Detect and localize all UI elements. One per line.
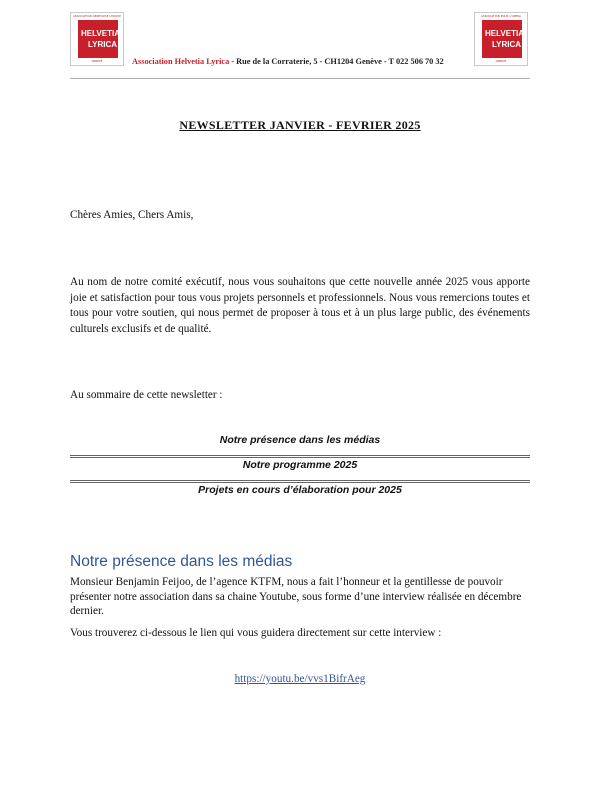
association-address: - Rue de la Corraterie, 5 - CH1204 Genève - T 022 506 70 32 — [229, 57, 444, 66]
intro-paragraph: Au nom de notre comité exécutif, nous vous souhaitons que cette nouvelle année 2025 vous apporte joie et satisfaction pour tous vous projets personnels et professionnels. Nous vous remercions toutes et tous pour votre soutien, qui nous permet de proposer à tous et à un plus large public, des événements culturels exclusifs et de qualité. — [70, 276, 530, 335]
logo-right-bottom-text: GENEVE — [495, 60, 507, 63]
logo-right-word2: LYRICA — [492, 40, 522, 49]
helvetia-lyrica-logo-left — [70, 12, 124, 66]
logo-left-bottom-text: GENEVE — [91, 60, 103, 63]
logo-left-top-text: ASSOCIATION GENEVOISE LYRIQUE — [72, 15, 121, 18]
toc-divider — [70, 480, 530, 483]
toc-item-medias[interactable]: Notre présence dans les médias — [219, 434, 381, 446]
logo-left-box — [78, 20, 118, 58]
logo-right-box — [482, 20, 522, 58]
letterhead-address-line — [132, 57, 444, 66]
letterhead-divider — [70, 78, 530, 79]
toc-item-programme[interactable]: Notre programme 2025 — [242, 459, 358, 471]
greeting: Chères Amies, Chers Amis, — [70, 209, 194, 221]
section-paragraph: Monsieur Benjamin Feijoo, de l’agence KTFM, nous a fait l’honneur et la gentillesse de pouvoir présenter notre association dans sa chaine Youtube, sous forme d’une interview réalisée en décembre dernier. — [70, 576, 522, 617]
summary-lead: Au sommaire de cette newsletter : — [70, 389, 223, 401]
association-name: Association Helvetia Lyrica — [132, 57, 230, 66]
youtube-interview-link[interactable]: https://youtu.be/vvs1BifrAeg — [234, 673, 366, 685]
logo-right-word1: HELVETIA — [485, 29, 524, 38]
toc-item-projets[interactable]: Projets en cours d’élaboration pour 2025 — [198, 484, 402, 496]
logo-left-word2: LYRICA — [88, 40, 118, 49]
helvetia-lyrica-logo-right — [474, 12, 528, 66]
logo-right-top-text: ASSOCIATION POUR L'OPERA — [481, 15, 521, 18]
logo-left-word1: HELVETIA — [81, 29, 120, 38]
section-link-intro: Vous trouverez ci-dessous le lien qui vous guidera directement sur cette interview : — [70, 627, 442, 639]
newsletter-title: NEWSLETTER JANVIER - FEVRIER 2025 — [179, 118, 421, 132]
section-heading-medias: Notre présence dans les médias — [70, 553, 293, 570]
toc-divider — [70, 455, 530, 458]
